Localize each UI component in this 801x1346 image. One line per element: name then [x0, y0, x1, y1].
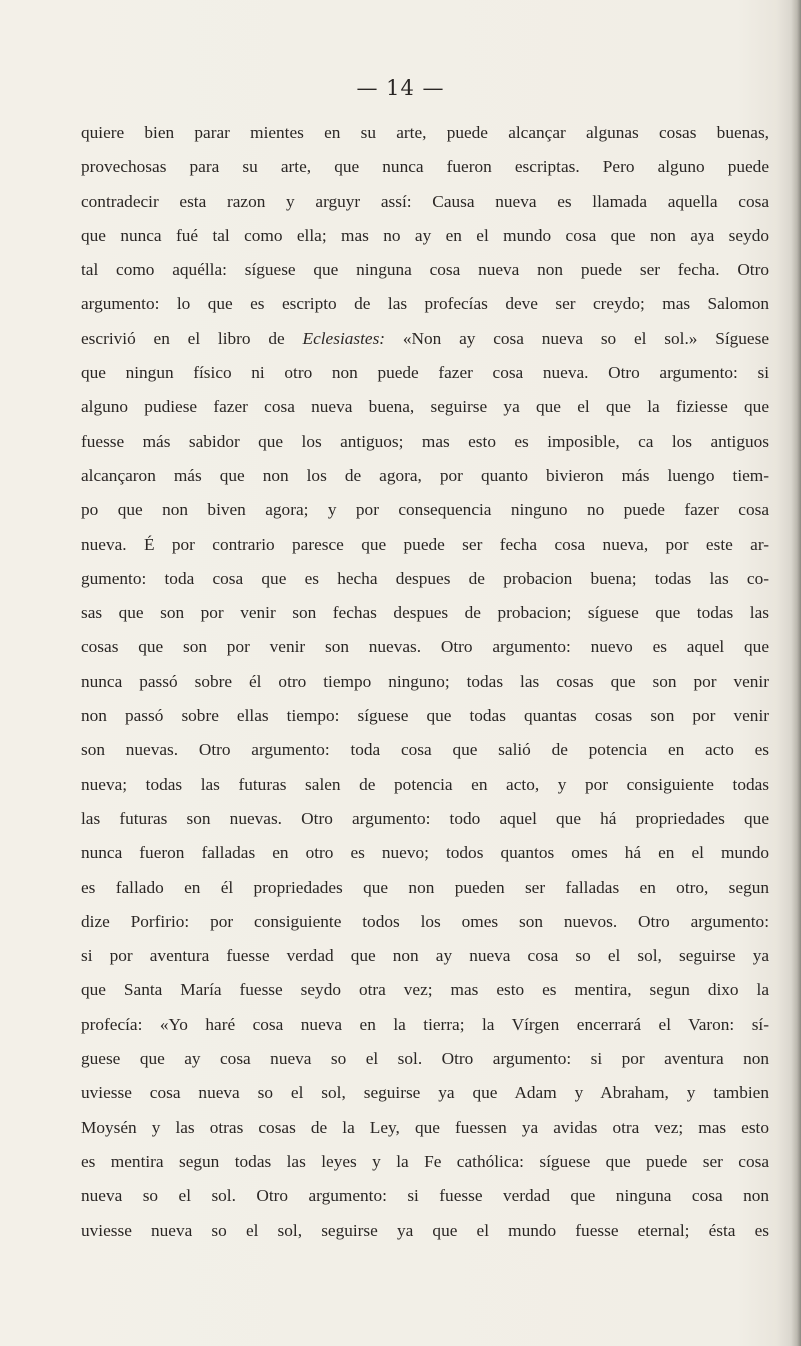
text-line: nunca passó sobre él otro tiempo ninguno; todas las cosas que son por venir [81, 671, 769, 691]
text-line: escrivió en el libro de Eclesiastes: «Non ay cosa nueva so el sol.» Síguese [81, 328, 769, 348]
text-line: quiere bien parar mientes en su arte, puede alcançar algunas cosas buenas, [81, 123, 769, 142]
text-line: gumento: toda cosa que es hecha despues de probacion buena; todas las co- [81, 568, 769, 588]
text-line: es mentira segun todas las leyes y la Fe cathólica: síguese que puede ser cosa [81, 1151, 769, 1171]
text-line: dize Porfirio: por consiguiente todos los omes son nuevos. Otro argumento: [81, 911, 769, 931]
body-text [81, 116, 769, 1248]
text-line: es fallado en él propriedades que non pueden ser falladas en otro, segun [81, 877, 769, 897]
text-line: alcançaron más que non los de agora, por quanto bivieron más luengo tiem- [81, 465, 769, 485]
text-line: las futuras son nuevas. Otro argumento: todo aquel que há propriedades que [81, 808, 769, 828]
text-line: nueva; todas las futuras salen de potencia en acto, y por consiguiente todas [81, 774, 769, 794]
text-line: son nuevas. Otro argumento: toda cosa que salió de potencia en acto es [81, 740, 769, 760]
text-line: nunca fueron falladas en otro es nuevo; todos quantos omes há en el mundo [81, 843, 769, 863]
text-line: tal como aquélla: síguese que ninguna cosa nueva non puede ser fecha. Otro [81, 260, 769, 280]
text-line: guese que ay cosa nueva so el sol. Otro argumento: si por aventura non [81, 1049, 769, 1069]
book-title-eclesiastes: Eclesiastes: [302, 328, 386, 348]
text-line: si por aventura fuesse verdad que non ay nueva cosa so el sol, seguirse ya [81, 946, 769, 966]
text-line: argumento: lo que es escripto de las profecías deve ser creydo; mas Salomon [81, 294, 769, 314]
text-line: alguno pudiese fazer cosa nueva buena, seguirse ya que el que la fiziesse que [81, 397, 769, 417]
text-line: contradecir esta razon y arguyr assí: Causa nueva es llamada aquella cosa [81, 191, 769, 211]
text-line: nueva so el sol. Otro argumento: si fuesse verdad que ninguna cosa non [81, 1186, 769, 1206]
text-line: po que non biven agora; y por consequencia ninguno no puede fazer cosa [81, 500, 769, 520]
page-edge-shadow [791, 0, 801, 1346]
text-line: sas que son por venir son fechas despues de probacion; síguese que todas las [81, 603, 769, 623]
text-line: que Santa María fuesse seydo otra vez; mas esto es mentira, segun dixo la [81, 980, 769, 1000]
text-line: fuesse más sabidor que los antiguos; mas esto es imposible, ca los antiguos [81, 431, 769, 451]
text-line: uviesse nueva so el sol, seguirse ya que el mundo fuesse eternal; ésta es [81, 1220, 769, 1240]
text-line: Moysén y las otras cosas de la Ley, que fuessen ya avidas otra vez; mas esto [81, 1117, 769, 1137]
text-line: provechosas para su arte, que nunca fueron escriptas. Pero alguno puede [81, 157, 769, 177]
text-line: uviesse cosa nueva so el sol, seguirse ya que Adam y Abraham, y tambien [81, 1083, 769, 1103]
text-line: nueva. É por contrario paresce que puede ser fecha cosa nueva, por este ar- [81, 534, 769, 554]
text-line: que ningun físico ni otro non puede fazer cosa nueva. Otro argumento: si [81, 363, 769, 383]
text-line: non passó sobre ellas tiempo: síguese que todas quantas cosas son por venir [81, 706, 769, 726]
text-line: profecía: «Yo haré cosa nueva en la tierra; la Vírgen encerrará el Varon: sí- [81, 1014, 769, 1034]
text-line: que nunca fué tal como ella; mas no ay en el mundo cosa que non aya seydo [81, 225, 769, 245]
page-number: — 14 — [356, 76, 445, 100]
text-line: cosas que son por venir son nuevas. Otro argumento: nuevo es aquel que [81, 637, 769, 657]
